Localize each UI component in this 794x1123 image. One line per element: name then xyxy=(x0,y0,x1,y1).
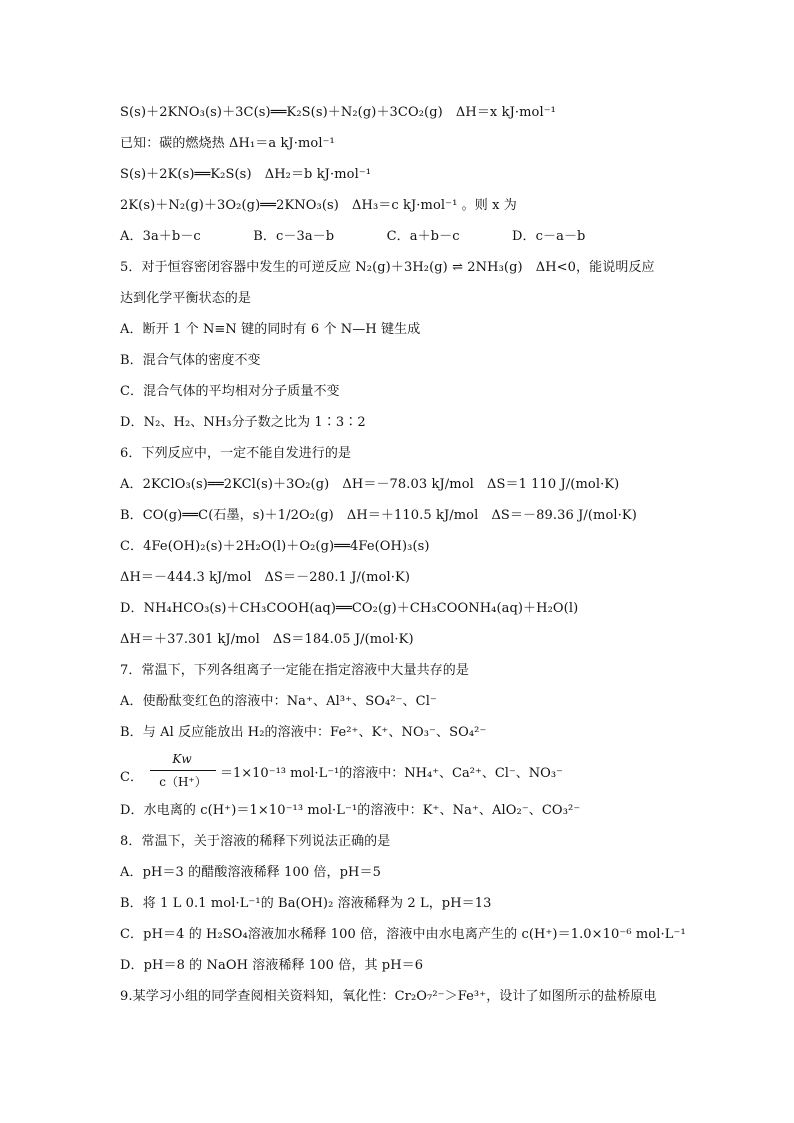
text-line: B．将 1 L 0.1 mol·L⁻¹的 Ba(OH)₂ 溶液稀释为 2 L，pH＝13 xyxy=(120,896,492,911)
text-line: B．混合气体的密度不变 xyxy=(120,353,261,368)
text-line: C．pH＝4 的 H₂SO₄溶液加水稀释 100 倍，溶液中由水电离产生的 c(H⁺)＝1.0×10⁻⁶ mol·L⁻¹ xyxy=(120,927,686,942)
text-line: A．使酚酞变红色的溶液中：Na⁺、Al³⁺、SO₄²⁻、Cl⁻ xyxy=(120,694,437,709)
text-line: ΔH＝－444.3 kJ/mol ΔS＝－280.1 J/(mol·K) xyxy=(120,570,410,585)
text-line: A．2KClO₃(s)══2KCl(s)＋3O₂(g) ΔH＝－78.03 kJ/mol ΔS＝1 110 J/(mol·K) xyxy=(120,477,620,492)
text-line: 6．下列反应中，一定不能自发进行的是 xyxy=(120,446,352,461)
text-line: A．断开 1 个 N≡N 键的同时有 6 个 N—H 键生成 xyxy=(120,322,421,337)
fraction-expression xyxy=(120,752,680,792)
text-line: D．N₂、H₂、NH₃分子数之比为 1∶3∶2 xyxy=(120,415,366,430)
text-line: S(s)＋2K(s)══K₂S(s) ΔH₂＝b kJ·mol⁻¹ xyxy=(120,167,372,182)
text-line: C．4Fe(OH)₂(s)＋2H₂O(l)＋O₂(g)══4Fe(OH)₃(s) xyxy=(120,539,430,554)
text-line: S(s)＋2KNO₃(s)＋3C(s)══K₂S(s)＋N₂(g)＋3CO₂(g) ΔH＝x kJ·mol⁻¹ xyxy=(120,105,556,120)
text-line: 已知：碳的燃烧热 ΔH₁＝a kJ·mol⁻¹ xyxy=(120,136,335,151)
text-line: 2K(s)＋N₂(g)＋3O₂(g)══2KNO₃(s) ΔH₃＝c kJ·mol⁻¹ 。则 x 为 xyxy=(120,198,517,213)
text-line: 达到化学平衡状态的是 xyxy=(120,291,252,306)
text-line: D．NH₄HCO₃(s)＋CH₃COOH(aq)══CO₂(g)＋CH₃COONH₄(aq)＋H₂O(l) xyxy=(120,601,579,616)
text-line: B．与 Al 反应能放出 H₂的溶液中：Fe²⁺、K⁺、NO₃⁻、SO₄²⁻ xyxy=(120,725,487,740)
text-line: 9.某学习小组的同学查阅相关资料知，氧化性：Cr₂O₇²⁻＞Fe³⁺，设计了如图所示的盐桥原电 xyxy=(120,989,657,1004)
text-line: D．水电离的 c(H⁺)＝1×10⁻¹³ mol·L⁻¹的溶液中：K⁺、Na⁺、AlO₂⁻、CO₃²⁻ xyxy=(120,803,581,818)
text-line: 5．对于恒容密闭容器中发生的可逆反应 N₂(g)＋3H₂(g) ⇌ 2NH₃(g) ΔH<0，能说明反应 xyxy=(120,260,655,275)
text-line: 8．常温下，关于溶液的稀释下列说法正确的是 xyxy=(120,834,391,849)
text-line: D．pH＝8 的 NaOH 溶液稀释 100 倍，其 pH＝6 xyxy=(120,958,424,973)
text-line: A．3a＋b－c B．c－3a－b C．a＋b－c D．c－a－b xyxy=(120,229,586,244)
text-line: ΔH＝＋37.301 kJ/mol ΔS＝184.05 J/(mol·K) xyxy=(120,632,414,647)
text-line: B．CO(g)══C(石墨，s)＋1/2O₂(g) ΔH＝＋110.5 kJ/mol ΔS＝－89.36 J/(mol·K) xyxy=(120,508,637,523)
text-line: C．混合气体的平均相对分子质量不变 xyxy=(120,384,340,399)
fraction-denominator: c（H⁺） xyxy=(159,775,207,789)
fraction-rest: ＝1×10⁻¹³ mol·L⁻¹的溶液中：NH₄⁺、Ca²⁺、Cl⁻、NO₃⁻ xyxy=(220,766,563,781)
fraction-numerator: Kw xyxy=(172,752,192,766)
text-line: 7．常温下，下列各组离子一定能在指定溶液中大量共存的是 xyxy=(120,663,469,678)
option-label: C． xyxy=(120,770,143,785)
fraction-bar xyxy=(150,770,216,771)
text-line: A．pH＝3 的醋酸溶液稀释 100 倍，pH＝5 xyxy=(120,865,381,880)
